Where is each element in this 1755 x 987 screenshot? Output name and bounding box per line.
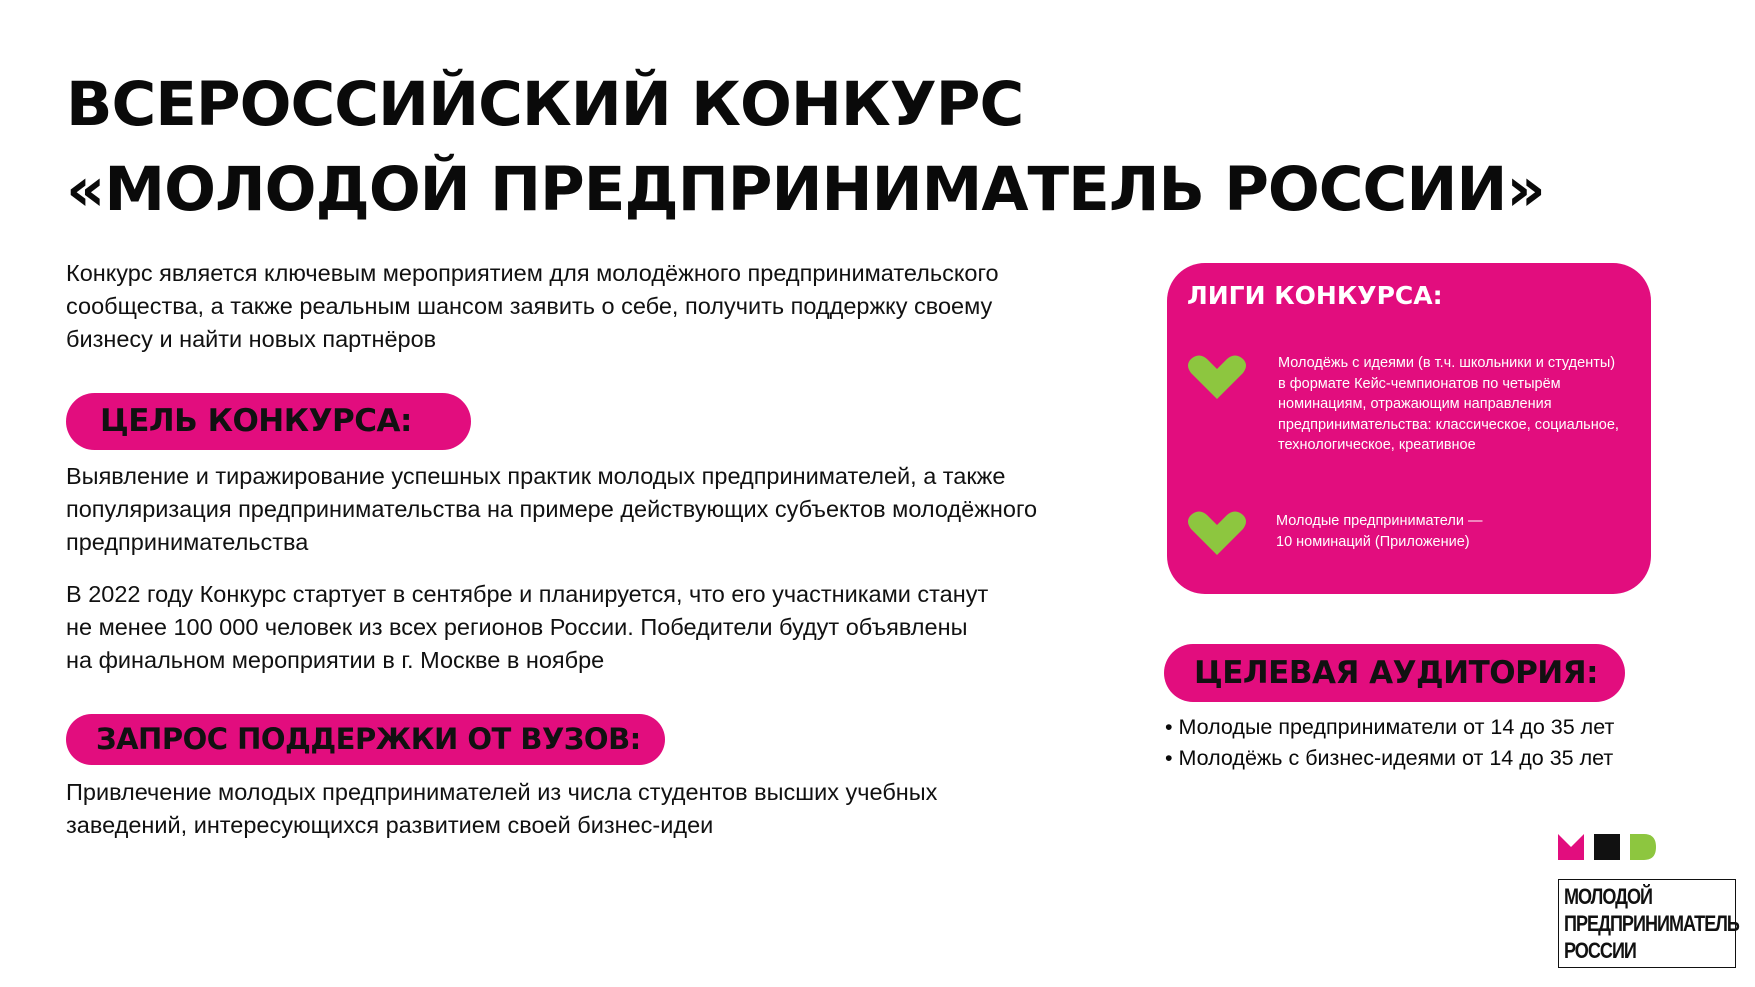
logo-line: РОССИИ [1564, 938, 1636, 963]
list-item: • Молодёжь с бизнес-идеями от 14 до 35 лет [1165, 746, 1614, 770]
league-text [1276, 511, 1482, 552]
league-line: в формате Кейс-чемпионатов по четырём [1278, 375, 1561, 392]
heart-icon [1185, 503, 1249, 563]
goal-line: предпринимательства [66, 529, 309, 555]
schedule-line: не менее 100 000 человек из всех регионов России. Победители будут объявлены [66, 614, 968, 640]
goal-line: популяризация предпринимательства на примере действующих субъектов молодёжного [66, 496, 1038, 522]
logo [1558, 879, 1739, 968]
league-line: номинациям, отражающим направления [1278, 396, 1552, 412]
leagues-title: ЛИГИ КОНКУРСА: [1187, 281, 1443, 310]
leagues-panel [1167, 263, 1651, 594]
heart-icon [1185, 347, 1249, 407]
league-text [1278, 353, 1619, 456]
intro-line: бизнесу и найти новых партнёров [66, 326, 437, 352]
schedule-line: на финальном мероприятии в г. Москве в ноябре [66, 647, 605, 673]
request-line: Привлечение молодых предпринимателей из числа студентов высших учебных [66, 779, 938, 805]
intro-line: Конкурс является ключевым мероприятием для молодёжного предпринимательского [66, 260, 999, 286]
audience-heading: ЦЕЛЕВАЯ АУДИТОРИЯ: [1164, 644, 1625, 702]
title-line-1: ВСЕРОССИЙСКИЙ КОНКУРС [66, 69, 1024, 140]
request-line: заведений, интересующихся развитием своей бизнес-идеи [66, 812, 714, 838]
logo-line: МОЛОДОЙ [1564, 884, 1653, 909]
request-paragraph [66, 776, 937, 842]
title-line-2: «МОЛОДОЙ ПРЕДПРИНИМАТЕЛЬ РОССИИ» [66, 154, 1545, 225]
logo-text [1564, 883, 1739, 964]
league-line: предпринимательства: классическое, социальное, [1278, 416, 1619, 433]
audience-list [1165, 712, 1614, 774]
goal-heading: ЦЕЛЬ КОНКУРСА: [66, 393, 471, 450]
logo-line: ПРЕДПРИНИМАТЕЛЬ [1564, 911, 1739, 936]
request-heading: ЗАПРОС ПОДДЕРЖКИ ОТ ВУЗОВ: [66, 714, 665, 765]
intro-paragraph [66, 257, 999, 356]
list-item: • Молодые предприниматели от 14 до 35 лет [1165, 715, 1615, 739]
league-line: 10 номинаций (Приложение) [1276, 533, 1470, 550]
goal-paragraph [66, 460, 1037, 559]
league-line: Молодые предприниматели — [1276, 513, 1483, 529]
league-line: Молодёжь с идеями (в т.ч. школьники и студенты) [1278, 355, 1616, 371]
logo-mark-icon [1558, 834, 1656, 860]
league-line: технологическое, креативное [1278, 437, 1476, 453]
page-title [66, 62, 1566, 232]
goal-line: Выявление и тиражирование успешных практик молодых предпринимателей, а также [66, 463, 1006, 489]
schedule-paragraph [66, 578, 988, 677]
intro-line: сообщества, а также реальным шансом заявить о себе, получить поддержку своему [66, 293, 993, 319]
schedule-line: В 2022 году Конкурс стартует в сентябре и планируется, что его участниками станут [66, 581, 989, 607]
